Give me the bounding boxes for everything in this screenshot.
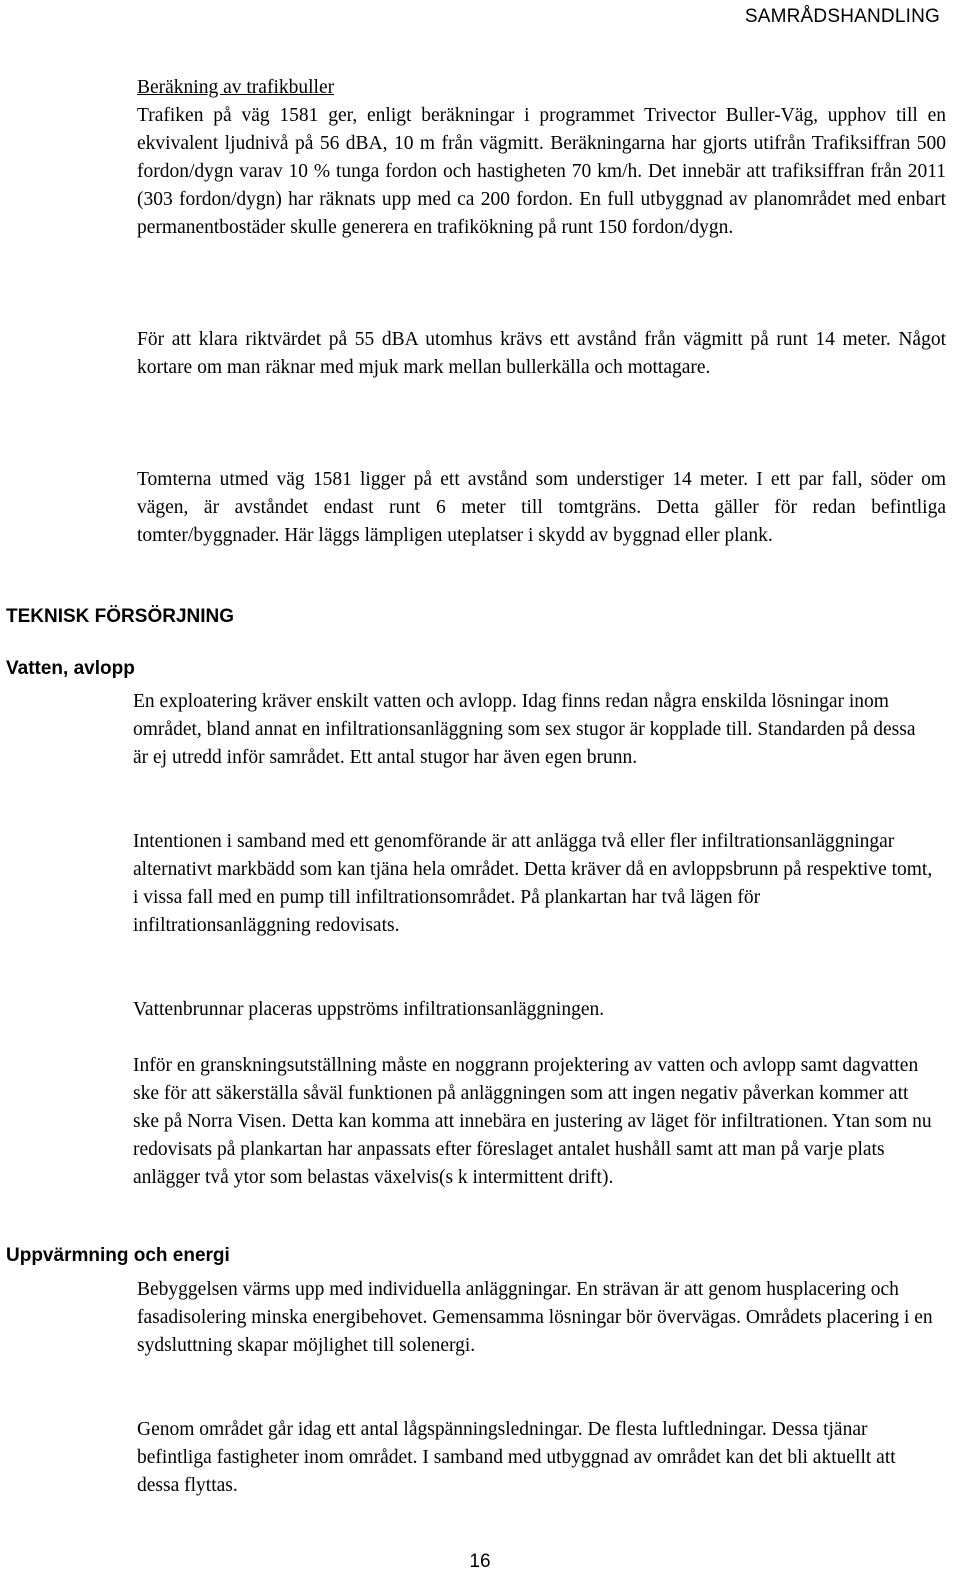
heating-energy-heading: Uppvärmning och energi: [6, 1245, 230, 1266]
page-number: 16: [469, 1551, 491, 1572]
traffic-noise-paragraph-1: Trafiken på väg 1581 ger, enligt beräkningar i programmet Trivector Buller-Väg, upphov till en ekvivalent ljudnivå på 56 dBA, 10 m från vägmitt. Beräkningarna har gjorts utifrån Trafiksiffran 500 fordon/dygn varav 10 % tunga fordon och hastigheten 70 km/h. Det innebär att trafiksiffran från 2011 (303 fordon/dygn) har räknats upp med ca 200 fordon. En full utbyggnad av planområdet med enbart permanentbostäder skulle generera en trafikökning på runt 150 fordon/dygn.: [137, 105, 946, 238]
water-sewage-heading: Vatten, avlopp: [6, 658, 135, 679]
water-paragraph-2: Intentionen i samband med ett genomförande är att anlägga två eller fler infiltrationsanläggningar alternativt markbädd som kan tjäna hela området. Detta kräver då en avloppsbrunn på respektive tomt, i vissa fall med en pump till infiltrationsområdet. På plankartan har två lägen för infiltrationsanläggning redovisats.: [133, 831, 933, 936]
traffic-noise-paragraph-3: Tomterna utmed väg 1581 ligger på ett avstånd som understiger 14 meter. I ett par fall, söder om vägen, är avståndet endast runt 6 meter till tomtgräns. Detta gäller för redan befintliga tomter/byggnader. Här läggs lämpligen uteplatser i skydd av byggnad eller plank.: [137, 469, 946, 546]
heating-paragraph-1: Bebyggelsen värms upp med individuella anläggningar. En strävan är att genom husplacering och fasadisolering minska energibehovet. Gemensamma lösningar bör övervägas. Områdets placering i en sydsluttning skapar möjlighet till solenergi.: [137, 1279, 933, 1356]
water-paragraph-4: Inför en granskningsutställning måste en noggrann projektering av vatten och avlopp samt dagvatten ske för att säkerställa såväl funktionen på anläggningen som att ingen negativ påverkan kommer att ske på Norra Visen. Detta kan komma att innebära en justering av läget för infiltrationen. Ytan som nu redovisats på plankartan har anpassats efter föreslaget antalet hushåll samt att man på varje plats anlägger två ytor som belastas växelvis(s k intermittent drift).: [133, 1055, 932, 1188]
heating-paragraph-2: Genom området går idag ett antal lågspänningsledningar. De flesta luftledningar. Dessa tjänar befintliga fastigheter inom området. I samband med utbyggnad av området kan det bli aktuellt att dessa flyttas.: [137, 1419, 896, 1496]
water-paragraph-1: En exploatering kräver enskilt vatten och avlopp. Idag finns redan några enskilda lösningar inom området, bland annat en infiltrationsanläggning som sex stugor är kopplade till. Standarden på dessa är ej utredd inför samrådet. Ett antal stugor har även egen brunn.: [133, 691, 916, 768]
traffic-noise-section: [137, 74, 946, 242]
section-title: TEKNISK FÖRSÖRJNING: [6, 606, 235, 627]
traffic-noise-heading: Beräkning av trafikbuller: [137, 77, 335, 98]
traffic-noise-paragraph-2: För att klara riktvärdet på 55 dBA utomhus krävs ett avstånd från vägmitt på runt 14 meter. Något kortare om man räknar med mjuk mark mellan bullerkälla och mottagare.: [137, 329, 946, 378]
document-status-header: SAMRÅDSHANDLING: [744, 6, 940, 27]
water-paragraph-3: Vattenbrunnar placeras uppströms infiltrationsanläggningen.: [133, 999, 605, 1020]
